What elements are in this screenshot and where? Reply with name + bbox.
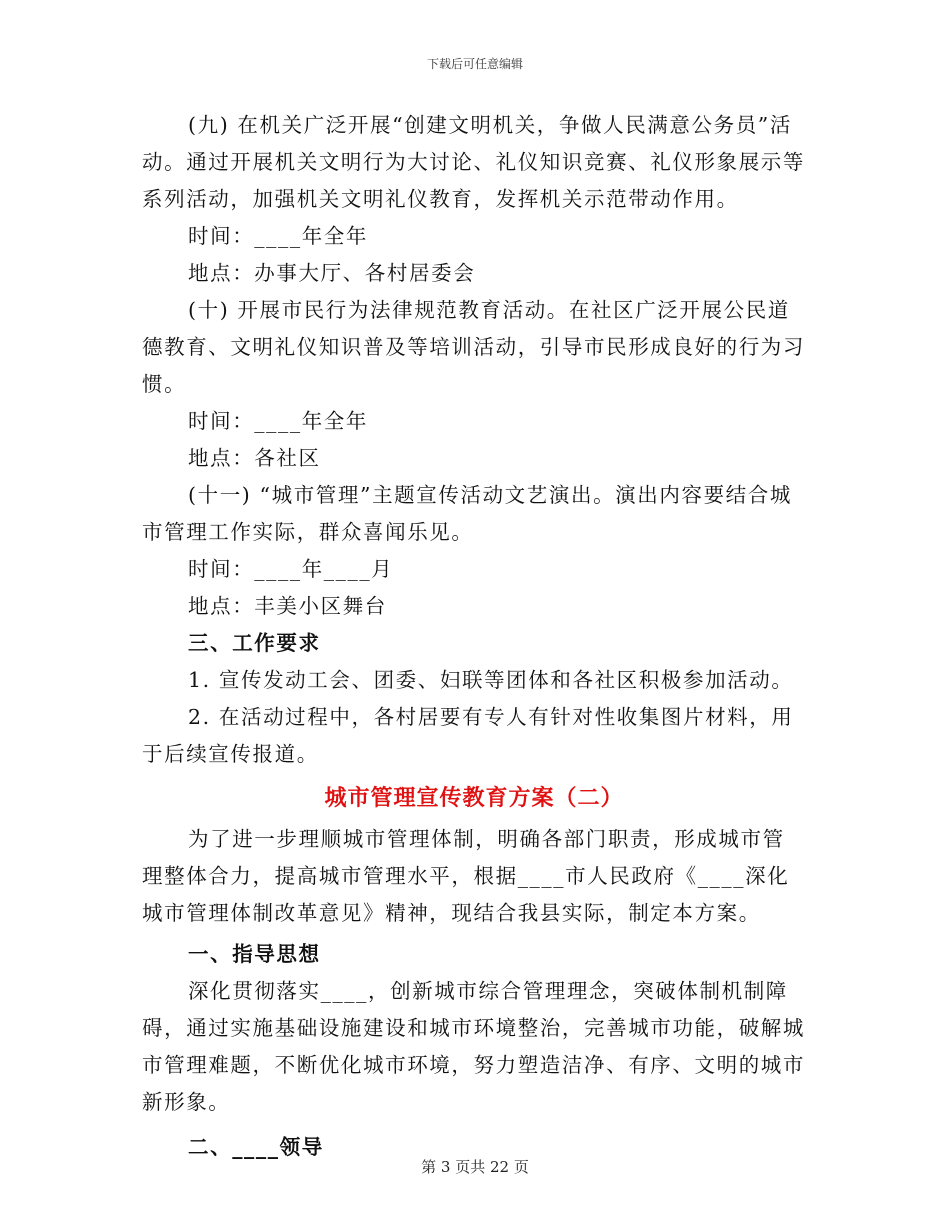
requirement-1: 1. 宣传发动工会、团委、妇联等团体和各社区积极参加活动。 xyxy=(188,668,794,692)
time-line: 时间：____年全年 xyxy=(188,409,368,433)
requirement-2: 2. 在活动过程中，各村居要有专人有针对性收集图片材料，用于后续宣传报道。 xyxy=(142,705,794,766)
page-footer: 第 3 页共 22 页 xyxy=(421,1158,529,1176)
time-line: 时间：____年____月 xyxy=(188,557,394,581)
paragraph-item-11: (十一) “城市管理”主题宣传活动文艺演出。演出内容要结合城市管理工作实际，群众喜闻乐见。 xyxy=(142,483,792,544)
document-title: 城市管理宣传教育方案（二） xyxy=(324,786,624,811)
paragraph-item-9: (九) 在机关广泛开展“创建文明机关，争做人民满意公务员”活动。通过开展机关文明行为大讨论、礼仪知识竞赛、礼仪形象展示等系列活动，加强机关文明礼仪教育，发挥机关示范带动作用。 xyxy=(142,113,805,211)
location-line: 地点：办事大厅、各村居委会 xyxy=(188,261,476,285)
paragraph-item-10: (十) 开展市民行为法律规范教育活动。在社区广泛开展公民道德教育、文明礼仪知识普及等培训活动，引导市民形成良好的行为习惯。 xyxy=(142,298,805,396)
section-heading-requirements: 三、工作要求 xyxy=(188,631,321,655)
page-header: 下载后可任意编辑 xyxy=(426,57,523,71)
location-line: 地点：各社区 xyxy=(188,446,321,470)
location-line: 地点：丰美小区舞台 xyxy=(188,594,387,618)
document-body xyxy=(142,107,806,1166)
section-heading-guiding-thought: 一、指导思想 xyxy=(188,942,321,966)
intro-paragraph: 为了进一步理顺城市管理体制，明确各部门职责，形成城市管理整体合力，提高城市管理水平，根据____市人民政府《____深化城市管理体制改革意见》精神，现结合我县实际，制定本方案。 xyxy=(142,827,790,925)
guiding-thought-paragraph: 深化贯彻落实____，创新城市综合管理理念，突破体制机制障碍，通过实施基础设施建设和城市环境整治，完善城市功能，破解城市管理难题，不断优化城市环境，努力塑造洁净、有序、文明的城市新形象。 xyxy=(142,979,805,1114)
section-heading-leadership: 二、____领导 xyxy=(188,1135,324,1159)
time-line: 时间：____年全年 xyxy=(188,224,368,248)
